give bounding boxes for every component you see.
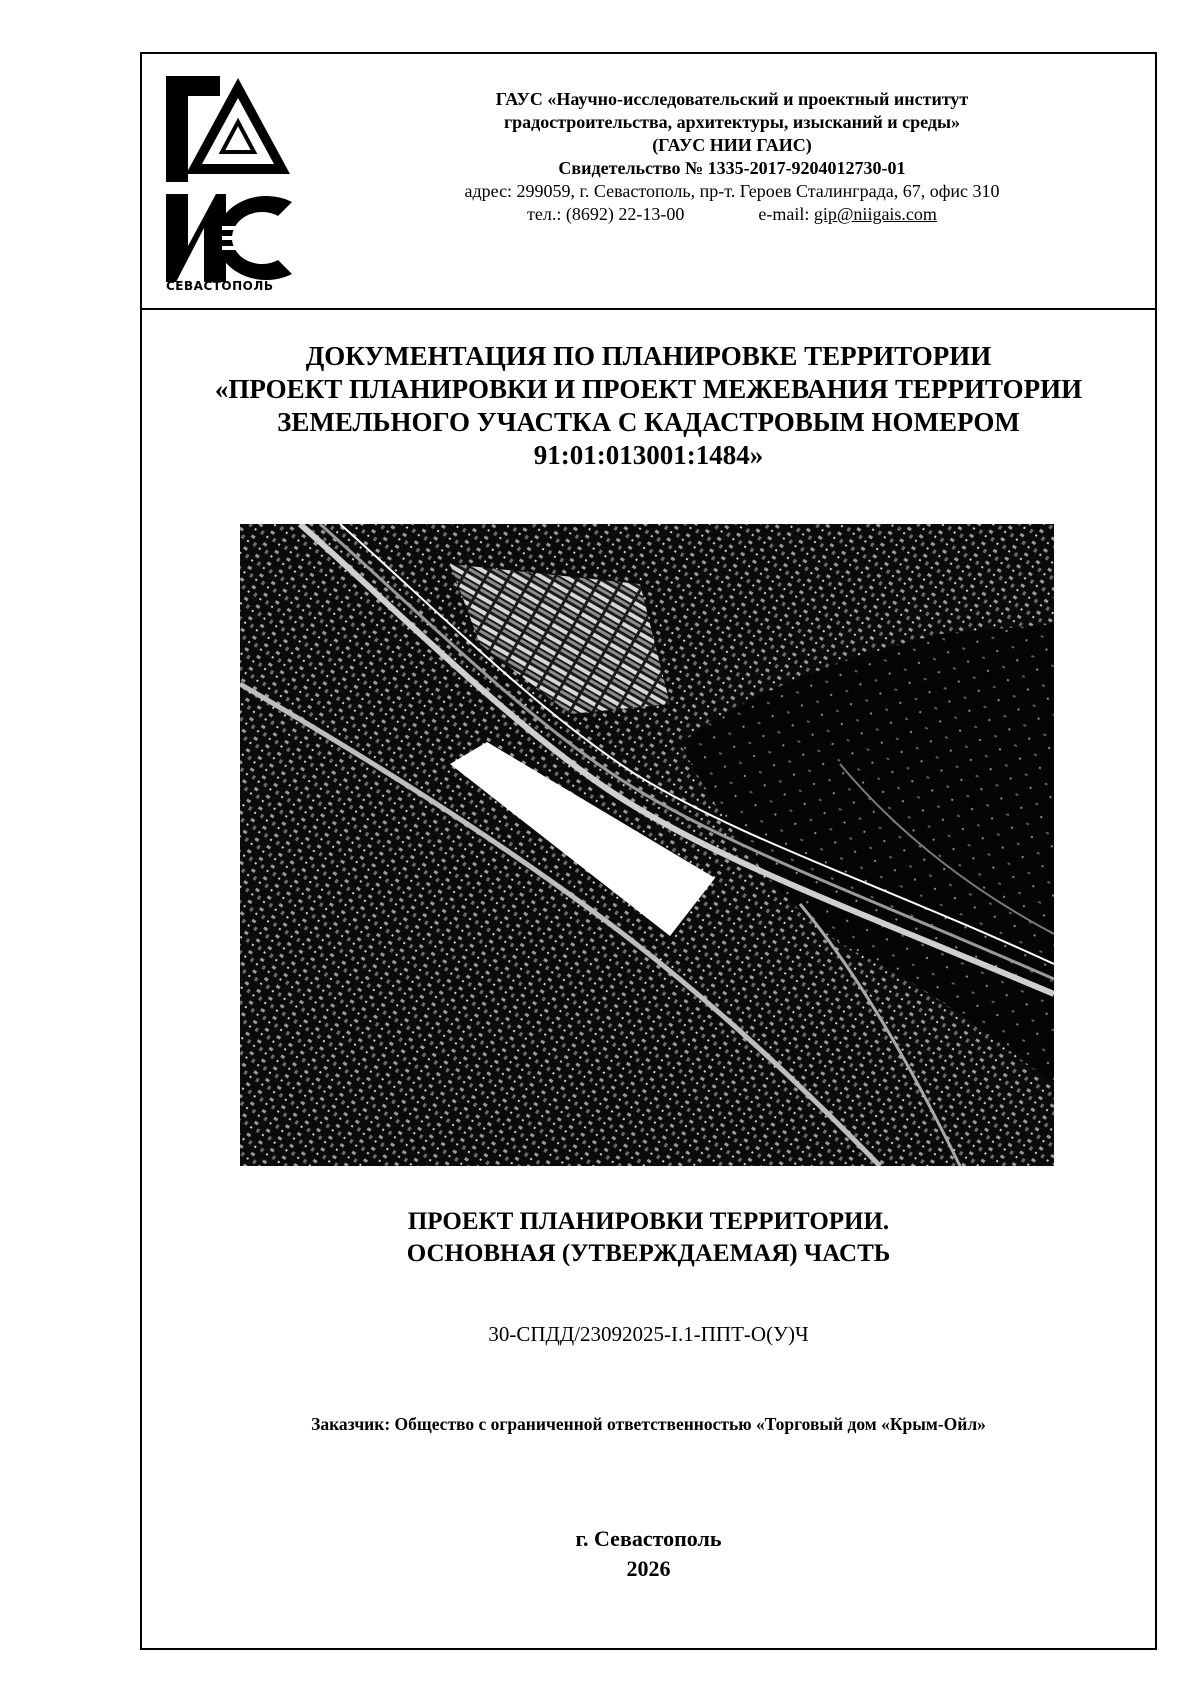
certificate-number: Свидетельство № 1335-2017-9204012730-01 [558,158,906,178]
section-title-line-1: ПРОЕКТ ПЛАНИРОВКИ ТЕРРИТОРИИ. [407,1208,890,1235]
section-title [142,1206,1155,1270]
aerial-photo-graphic [240,524,1054,1166]
org-contacts [352,203,1112,226]
org-email-line [758,203,937,226]
email-label: e-mail: [758,204,810,224]
city-name: г. Севастополь [575,1526,722,1551]
customer-line: Заказчик: Общество с ограниченной ответственностью «Торговый дом «Крым-Ойл» [311,1414,986,1434]
logo-caption: СЕВАСТОПОЛЬ [166,279,274,293]
institute-logo [166,76,294,286]
aerial-photo [240,524,1054,1166]
org-name-line1: ГАУС «Научно-исследовательский и проектный институт [495,89,969,109]
header-block [142,54,1155,310]
document-title [142,340,1155,472]
organization-info [352,88,1112,226]
org-abbreviation: (ГАУС НИИ ГАИС) [652,135,812,155]
title-line-3: ЗЕМЕЛЬНОГО УЧАСТКА С КАДАСТРОВЫМ НОМЕРОМ [277,407,1020,437]
email-link[interactable]: gip@niigais.com [813,204,937,224]
document-code: 30-СПДД/23092025-I.1-ППТ-О(У)Ч [488,1322,809,1346]
title-line-1: ДОКУМЕНТАЦИЯ ПО ПЛАНИРОВКЕ ТЕРРИТОРИИ [305,341,992,371]
org-address: адрес: 299059, г. Севастополь, пр-т. Героев Сталинграда, 67, офис 310 [464,181,1000,201]
org-name-line2: градостроительства, архитектуры, изысканий и среды» [503,112,961,132]
place-and-year [142,1524,1155,1584]
page-frame [140,52,1157,1650]
org-phone: тел.: (8692) 22-13-00 [527,204,685,224]
year: 2026 [626,1556,671,1581]
section-title-line-2: ОСНОВНАЯ (УТВЕРЖДАЕМАЯ) ЧАСТЬ [406,1240,891,1267]
title-line-4: 91:01:013001:1484» [533,440,764,470]
title-line-2: «ПРОЕКТ ПЛАНИРОВКИ И ПРОЕКТ МЕЖЕВАНИЯ ТЕРРИТОРИИ [214,374,1083,404]
